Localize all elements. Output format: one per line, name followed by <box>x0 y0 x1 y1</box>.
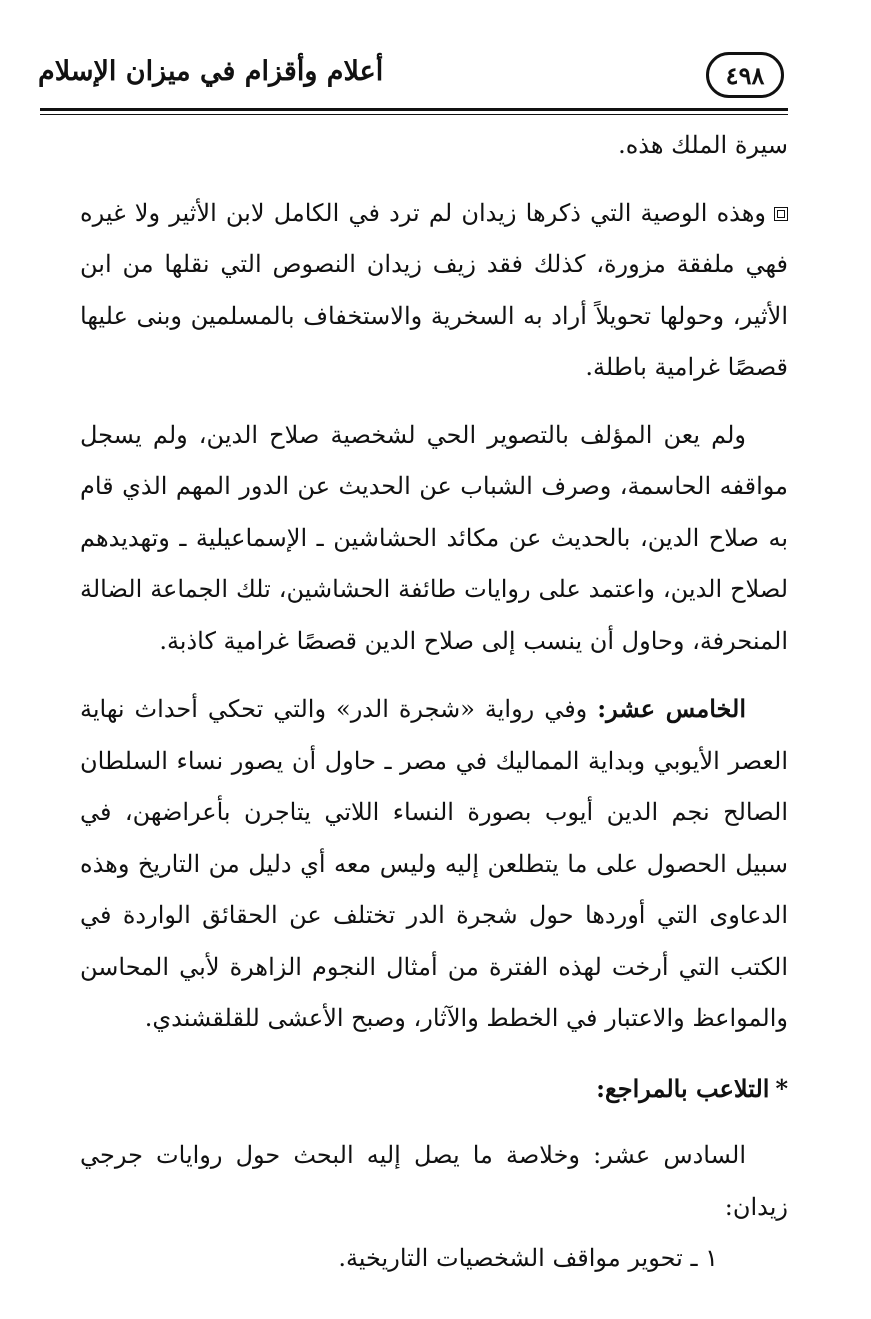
header-rule <box>40 108 788 111</box>
list-item-1: ١ ـ تحوير مواقف الشخصيات التاريخية. <box>338 1244 718 1272</box>
header-rule-thin <box>40 114 788 115</box>
paragraph-5-text: وخلاصة ما يصل إليه البحث حول روايات جرجي زيدان: <box>80 1141 788 1221</box>
paragraph-1: سيرة الملك هذه. <box>618 131 788 159</box>
paragraph-3-text: ولم يعن المؤلف بالتصوير الحي لشخصية صلاح الدين، ولم يسجل مواقفه الحاسمة، وصرف الشباب عن الحديث عن الدور المهم الذي قام به صلاح الدين، بالحديث عن مكائد الحشاشين ـ الإسماعيلية ـ وتهديدهم لصلاح الدين، واعتمد على روايات طائفة الحشاشين، تلك الجماعة الضالة المنحرفة، وحاول أن ينسب إلى صلاح الدين قصصًا غرامية كاذبة. <box>80 420 788 655</box>
section-heading <box>80 1063 788 1115</box>
page-number: ٤٩٨ <box>706 52 784 98</box>
paragraph-5-lead: السادس عشر: <box>593 1141 746 1169</box>
body-text <box>80 120 788 1285</box>
paragraph-2-text: وهذه الوصية التي ذكرها زيدان لم ترد في الكامل لابن الأثير ولا غيره فهي ملفقة مزورة، كذلك فقد زيف زيدان النصوص التي نقلها من ابن الأثير، وحولها تحويلاً أراد به السخرية والاستخفاف بالمسلمين وبنى عليها قصصًا غرامية باطلة. <box>80 198 788 381</box>
square-bullet-icon <box>774 207 788 221</box>
star-icon: * <box>775 1073 788 1103</box>
paragraph-4-text: وفي رواية «شجرة الدر» والتي تحكي أحداث نهاية العصر الأيوبي وبداية المماليك في مصر ـ حاول أن يصور نساء السلطان الصالح نجم الدين أيوب بصورة النساء اللاتي يتاجرن بأعراضهن، في سبيل الحصول على ما يتطلعن إليه وليس معه أي دليل من التاريخ وهذه الدعاوى التي أوردها حول شجرة الدر تختلف عن الحقائق الواردة في الكتب التي أرخت لهذه الفترة من أمثال النجوم الزاهرة لأبي المحاسن والمواعظ والاعتبار في الخطط والآثار، وصبح الأعشى للقلقشندي. <box>80 695 788 1032</box>
paragraph-4 <box>80 683 788 1045</box>
paragraph-3 <box>80 410 788 668</box>
paragraph-4-lead: الخامس عشر: <box>597 694 746 723</box>
book-title: أعلام وأقزام في ميزان الإسلام <box>38 56 384 87</box>
paragraph-2 <box>80 188 788 394</box>
paragraph-5 <box>80 1130 788 1233</box>
section-heading-text: التلاعب بالمراجع: <box>596 1073 770 1103</box>
page-header <box>38 48 786 106</box>
